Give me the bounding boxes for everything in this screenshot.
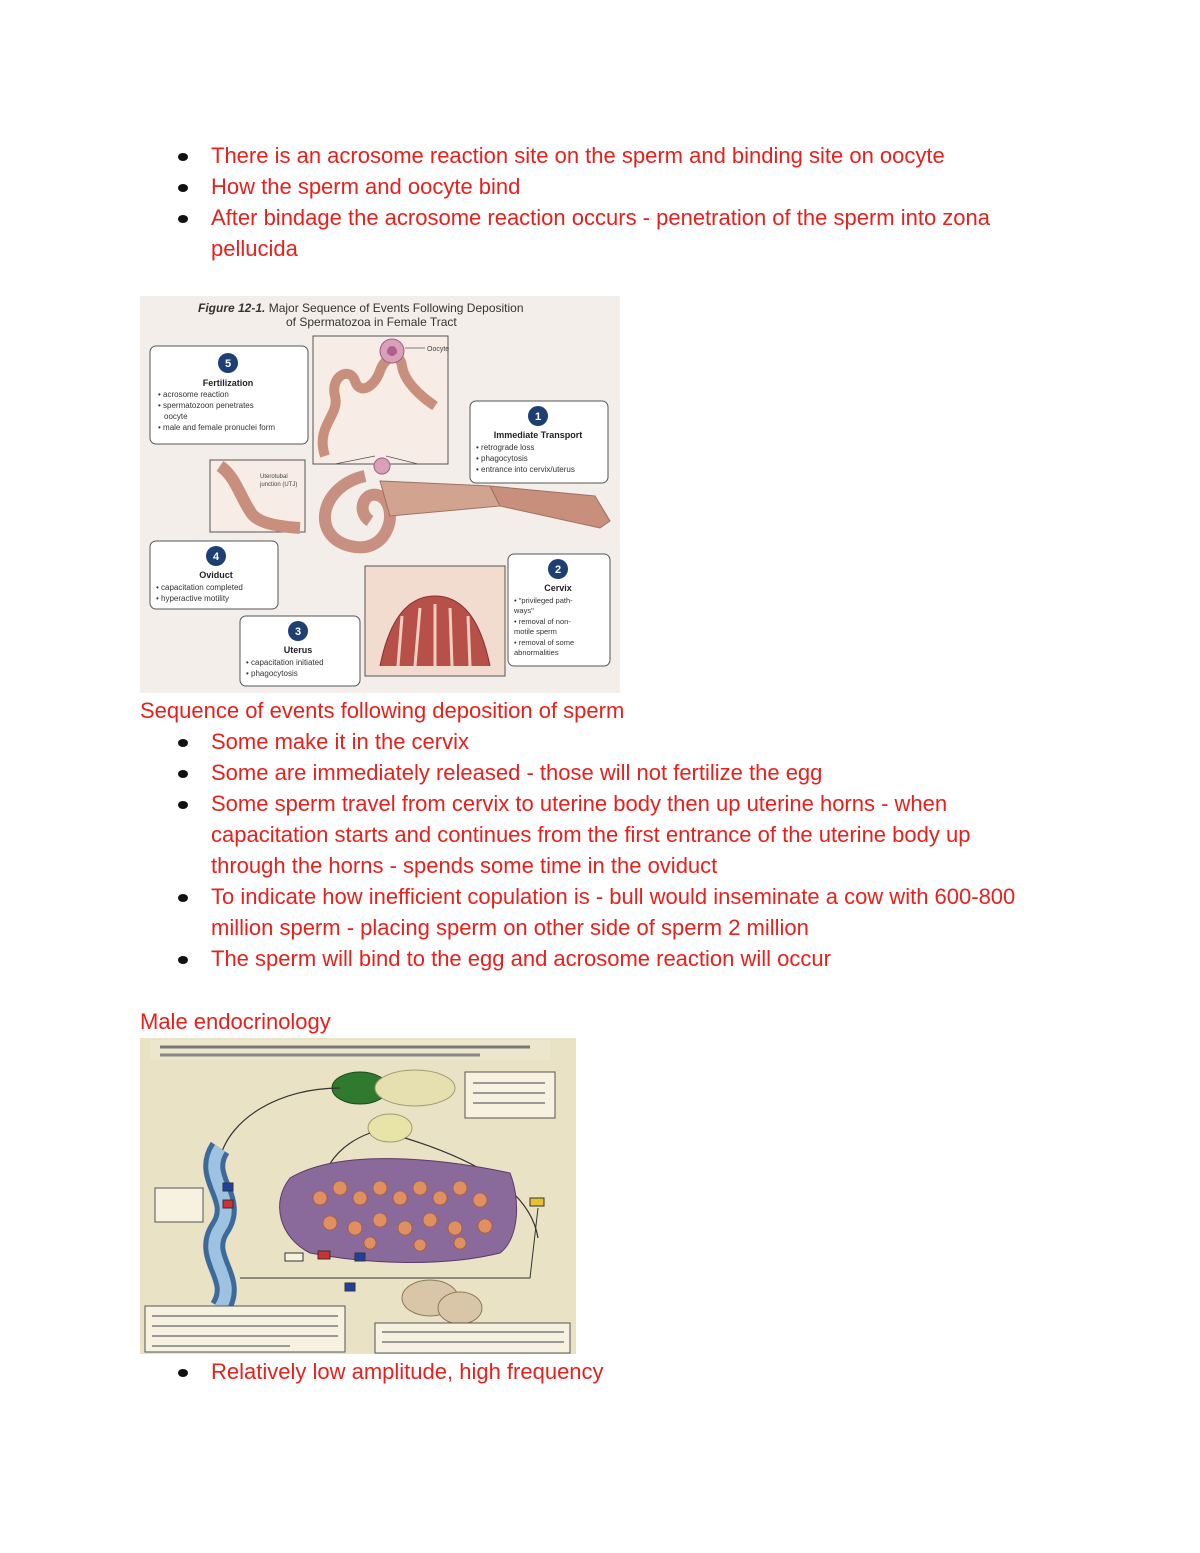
bullet-dot xyxy=(178,1369,188,1377)
figure-hormone-diagram xyxy=(140,1038,576,1354)
svg-text:1: 1 xyxy=(534,411,542,423)
list-item: Some are immediately released - those will not fertilize the egg xyxy=(140,757,1100,788)
bullet-dot xyxy=(178,770,188,778)
list-item: Relatively low amplitude, high frequency xyxy=(140,1356,1100,1387)
svg-text:• removal of some: • removal of some xyxy=(514,638,575,647)
bullet-dot xyxy=(178,153,188,161)
svg-text:junction (UTJ): junction (UTJ) xyxy=(260,482,298,488)
svg-text:• retrograde loss: • retrograde loss xyxy=(476,443,535,452)
pituitary-shape xyxy=(375,1070,455,1106)
ovary-shape xyxy=(374,458,390,474)
svg-text:• removal of non-: • removal of non- xyxy=(514,617,571,626)
uterine-horn xyxy=(325,476,390,547)
seminiferous-tubule xyxy=(280,1159,517,1263)
hormone-tag xyxy=(318,1251,330,1259)
svg-text:• acrosome reaction: • acrosome reaction xyxy=(158,390,229,399)
svg-text:• spermatozoon penetrates: • spermatozoon penetrates xyxy=(158,401,254,410)
section-heading-sequence: Sequence of events following deposition of sperm xyxy=(140,698,625,723)
svg-text:• phagocytosis: • phagocytosis xyxy=(246,669,298,678)
figure-title-line2: of Spermatozoa in Female Tract xyxy=(286,315,457,329)
list-item: Some sperm travel from cervix to uterine body then up uterine horns - when capacitation starts and continues from the first entrance of the uterine body up through the horns - spends some time in the oviduct xyxy=(140,788,1100,881)
bullet-dot xyxy=(178,215,188,223)
bullet-list-acrosome xyxy=(140,140,1100,264)
svg-text:4: 4 xyxy=(212,551,220,563)
hormone-tag xyxy=(223,1200,233,1208)
hormone-tag xyxy=(355,1253,365,1261)
cervix-title: Cervix xyxy=(544,583,572,593)
svg-text:2: 2 xyxy=(554,564,562,576)
bottom-note-right xyxy=(375,1323,570,1353)
oocyte-nucleus xyxy=(387,346,397,356)
list-item: The sperm will bind to the egg and acrosome reaction will occur xyxy=(140,943,1100,974)
svg-text:• hyperactive motility: • hyperactive motility xyxy=(156,594,230,603)
uterus-title: Uterus xyxy=(283,645,313,655)
uterine-body xyxy=(380,481,500,516)
bullet-list-sequence xyxy=(140,726,1100,974)
svg-text:motile sperm: motile sperm xyxy=(514,627,557,636)
bullet-dot xyxy=(178,956,188,964)
figure-male-endocrinology xyxy=(140,1038,576,1354)
leydig-cell xyxy=(438,1292,482,1324)
svg-text:5: 5 xyxy=(224,358,232,370)
svg-text:oocyte: oocyte xyxy=(164,412,188,421)
hormone-tag xyxy=(345,1283,355,1291)
svg-text:ways": ways" xyxy=(514,606,534,615)
inhibin-note-box xyxy=(465,1072,555,1118)
fertilization-title: Fertilization xyxy=(202,378,254,388)
hormone-tag xyxy=(223,1183,233,1191)
svg-text:• entrance into cervix/uterus: • entrance into cervix/uterus xyxy=(476,465,575,474)
immediate-transport-title: Immediate Transport xyxy=(493,430,583,440)
bullet-dot xyxy=(178,801,188,809)
hormone-tag xyxy=(285,1253,303,1261)
figure-title: Figure 12-1. Major Sequence of Events Following Deposition xyxy=(198,301,524,315)
section-heading-male-endocrinology: Male endocrinology xyxy=(140,1009,331,1034)
bullet-dot xyxy=(178,184,188,192)
svg-text:• male and female pronuclei fo: • male and female pronuclei form xyxy=(158,423,276,432)
svg-text:• "privileged path-: • "privileged path- xyxy=(514,596,573,605)
svg-text:• capacitation initiated: • capacitation initiated xyxy=(246,658,324,667)
svg-text:• capacitation completed: • capacitation completed xyxy=(156,583,243,592)
side-note-box xyxy=(155,1188,203,1222)
bullet-dot xyxy=(178,894,188,902)
figure-sperm-transport-illustration xyxy=(140,296,620,693)
list-item: Some make it in the cervix xyxy=(140,726,1100,757)
list-item: After bindage the acrosome reaction occurs - penetration of the sperm into zona pellucida xyxy=(140,202,1100,264)
bullet-dot xyxy=(178,739,188,747)
svg-text:• phagocytosis: • phagocytosis xyxy=(476,454,528,463)
list-item: How the sperm and oocyte bind xyxy=(140,171,1100,202)
cervix-vagina xyxy=(490,486,610,528)
list-item: To indicate how inefficient copulation is - bull would inseminate a cow with 600-800 million sperm - placing sperm on other side of sperm 2 million xyxy=(140,881,1100,943)
svg-text:abnormalities: abnormalities xyxy=(514,648,559,657)
bullet-list-male-endocrinology xyxy=(140,1356,1100,1387)
figure-title-band xyxy=(150,1040,550,1060)
figure-sperm-transport xyxy=(140,296,620,693)
hormone-tag xyxy=(530,1198,544,1206)
svg-text:3: 3 xyxy=(294,626,302,638)
svg-text:Uterotubal: Uterotubal xyxy=(260,474,288,480)
oviduct-title: Oviduct xyxy=(199,570,233,580)
list-item: There is an acrosome reaction site on the sperm and binding site on oocyte xyxy=(140,140,1100,171)
oocyte-label: Oocyte xyxy=(427,346,450,353)
